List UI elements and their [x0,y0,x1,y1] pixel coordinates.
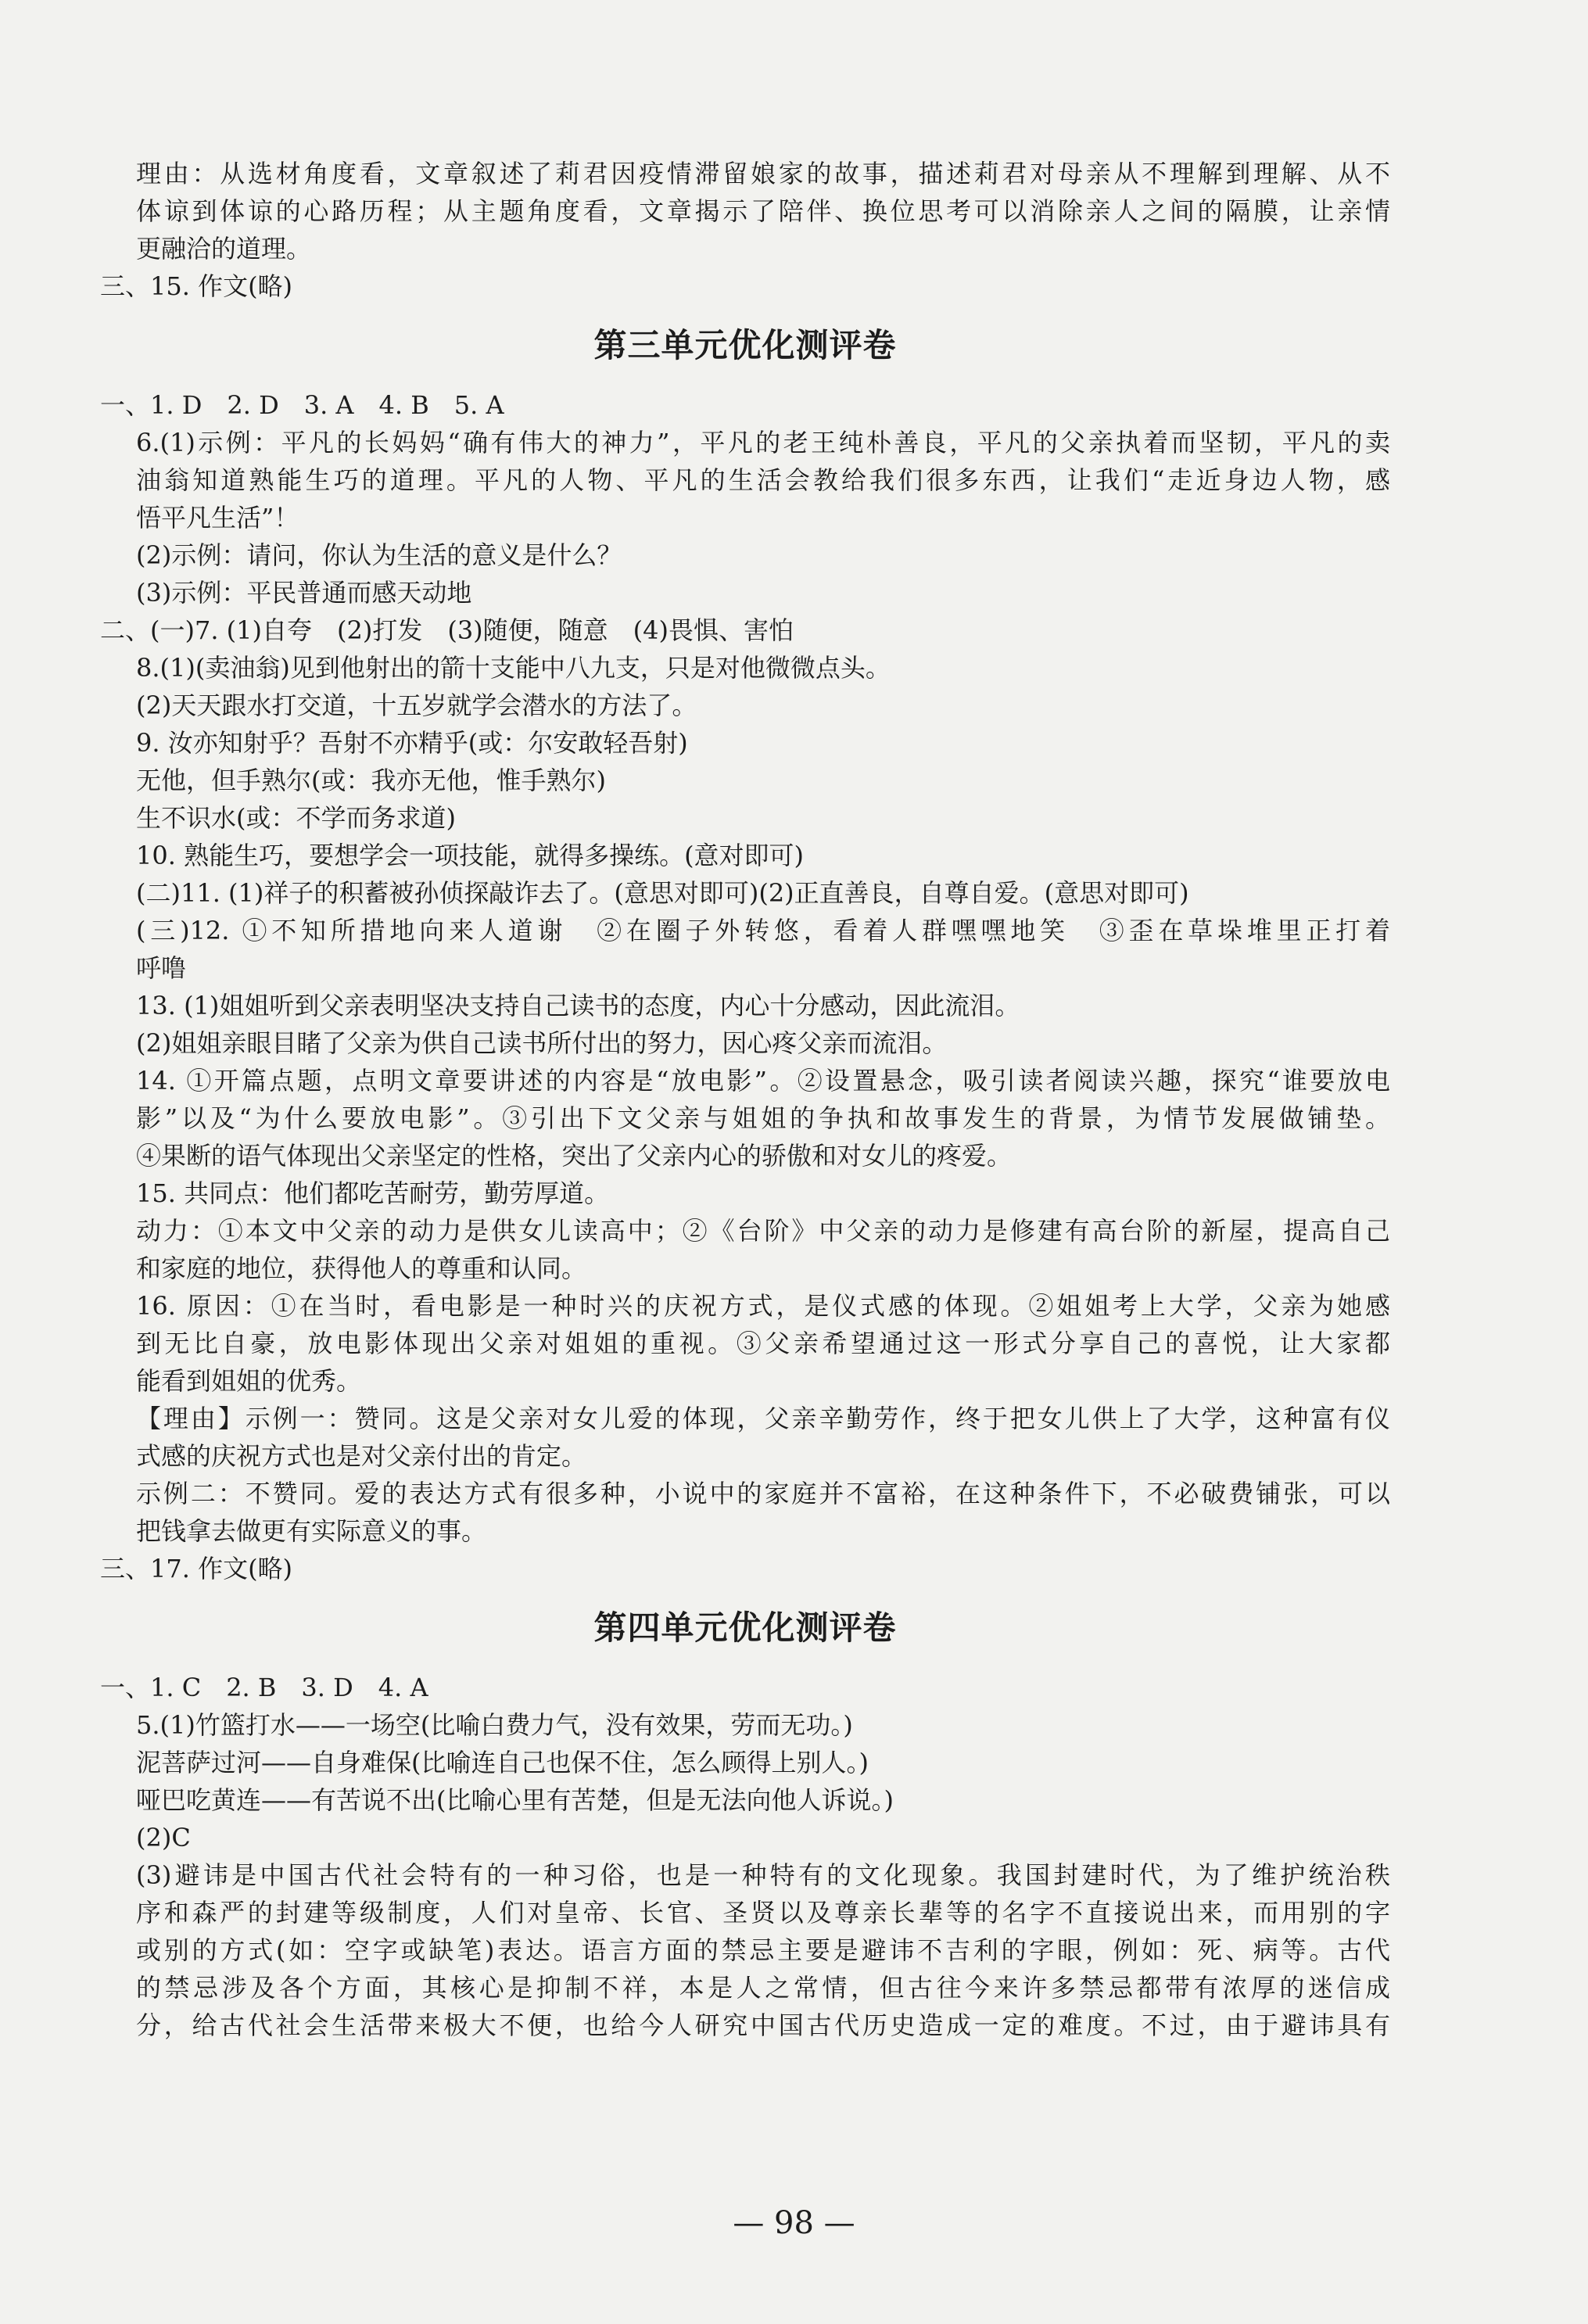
section-title-unit4: 第四单元优化测评卷 [593,1609,897,1647]
answer-line: 8.(1)(卖油翁)见到他射出的箭十支能中八九支，只是对他微微点头。 [136,653,891,683]
answer-line: 生不识水(或：不学而务求道) [136,803,456,833]
answer-line: 动力：①本文中父亲的动力是供女儿读高中；②《台阶》中父亲的动力是修建有高台阶的新屋，提高自己 [136,1216,1390,1246]
answer-line: 二、(一)7. (1)自夸 (2)打发 (3)随便，随意 (4)畏惧、害怕 [100,615,794,645]
answer-line: 式感的庆祝方式也是对父亲付出的肯定。 [136,1441,587,1471]
essay-line: 三、15. 作文(略) [100,271,293,301]
page-number: — 98 — [733,2205,855,2241]
answer-line: 的禁忌涉及各个方面，其核心是抑制不祥，本是人之常情，但古往今来许多禁忌都带有浓厚的迷信成 [136,1973,1390,2003]
answer-line: 16. 原因：①在当时，看电影是一种时兴的庆祝方式，是仪式感的体现。②姐姐考上大学，父亲为她感 [136,1291,1390,1321]
text-line: 体谅到体谅的心路历程；从主题角度看，文章揭示了陪伴、换位思考可以消除亲人之间的隔膜，让亲情 [136,196,1390,226]
answer-line: 到无比自豪，放电影体现出父亲对姐姐的重视。③父亲希望通过这一形式分享自己的喜悦，让大家都 [136,1329,1390,1358]
answer-line: (2)C [136,1823,191,1852]
answer-line: 一、1. C 2. B 3. D 4. A [100,1673,428,1702]
answer-line: 13. (1)姐姐听到父亲表明坚决支持自己读书的态度，内心十分感动，因此流泪。 [136,991,1020,1020]
answer-line: 无他，但手熟尔(或：我亦无他，惟手熟尔) [136,766,606,795]
answer-line: 6.(1)示例：平凡的长妈妈“确有伟大的神力”，平凡的老王纯朴善良，平凡的父亲执着而坚韧，平凡的卖 [136,428,1390,457]
answer-line: 能看到姐姐的优秀。 [136,1366,362,1396]
answer-line: (2)姐姐亲眼目睹了父亲为供自己读书所付出的努力，因心疼父亲而流泪。 [136,1028,948,1058]
answer-line: 一、1. D 2. D 3. A 4. B 5. A [100,390,504,420]
answer-line: 序和森严的封建等级制度，人们对皇帝、长官、圣贤以及尊亲长辈等的名字不直接说出来，而用别的字 [136,1898,1390,1928]
answer-line: (3)示例：平民普通而感天动地 [136,578,472,608]
answer-line: 影”以及“为什么要放电影”。③引出下文父亲与姐姐的争执和故事发生的背景，为情节发展做铺垫。 [136,1103,1390,1133]
essay-line: 三、17. 作文(略) [100,1554,293,1583]
answer-line: 9. 汝亦知射乎？吾射不亦精乎(或：尔安敢轻吾射) [136,728,688,758]
page-content [100,155,1390,2044]
answer-line: (二)11. (1)祥子的积蓄被孙侦探敲诈去了。(意思对即可)(2)正直善良，自尊自爱。(意思对即可) [136,878,1189,908]
answer-line: ④果断的语气体现出父亲坚定的性格，突出了父亲内心的骄傲和对女儿的疼爱。 [136,1141,1013,1171]
answer-line: 10. 熟能生巧，要想学会一项技能，就得多操练。(意对即可) [136,841,805,870]
answer-line: (2)天天跟水打交道，十五岁就学会潜水的方法了。 [136,690,697,720]
answer-line: (三)12. ①不知所措地向来人道谢 ②在圈子外转悠，看着人群嘿嘿地笑 ③歪在草垛堆里正打着 [136,916,1390,945]
section-title-unit3: 第三单元优化测评卷 [593,326,897,364]
text-line: 更融洽的道理。 [136,234,312,264]
answer-line: 和家庭的地位，获得他人的尊重和认同。 [136,1253,587,1283]
answer-line: 油翁知道熟能生巧的道理。平凡的人物、平凡的生活会教给我们很多东西，让我们“走近身边人物，感 [136,465,1390,495]
answer-line: (3)避讳是中国古代社会特有的一种习俗，也是一种特有的文化现象。我国封建时代，为了维护统治秩 [136,1860,1390,1890]
answer-line: 悟平凡生活”！ [136,503,299,533]
answer-line: 泥菩萨过河——自身难保(比喻连自己也保不住，怎么顾得上别人。) [136,1748,869,1777]
answer-line: 【理由】示例一：赞同。这是父亲对女儿爱的体现，父亲辛勤劳作，终于把女儿供上了大学，这种富有仪 [136,1404,1390,1433]
answer-line: 哑巴吃黄连——有苦说不出(比喻心里有苦楚，但是无法向他人诉说。) [136,1785,894,1815]
answer-line: 15. 共同点：他们都吃苦耐劳，勤劳厚道。 [136,1178,610,1208]
answer-line: (2)示例：请问，你认为生活的意义是什么？ [136,540,622,570]
answer-line: 或别的方式(如：空字或缺笔)表达。语言方面的禁忌主要是避讳不吉利的字眼，例如：死、病等。古代 [136,1935,1390,1965]
answer-line: 14. ①开篇点题，点明文章要讲述的内容是“放电影”。②设置悬念，吸引读者阅读兴趣，探究“谁要放电 [136,1066,1390,1096]
text-line: 理由：从选材角度看，文章叙述了莉君因疫情滞留娘家的故事，描述莉君对母亲从不理解到理解、从不 [136,159,1390,188]
answer-line: 呼噜 [136,953,187,983]
answer-line: 示例二：不赞同。爱的表达方式有很多种，小说中的家庭并不富裕，在这种条件下，不必破费铺张，可以 [136,1479,1390,1508]
answer-line: 分，给古代社会生活带来极大不便，也给今人研究中国古代历史造成一定的难度。不过，由于避讳具有 [136,2010,1390,2040]
answer-line: 5.(1)竹篮打水——一场空(比喻白费力气，没有效果，劳而无功。) [136,1710,853,1740]
answer-line: 把钱拿去做更有实际意义的事。 [136,1516,487,1546]
